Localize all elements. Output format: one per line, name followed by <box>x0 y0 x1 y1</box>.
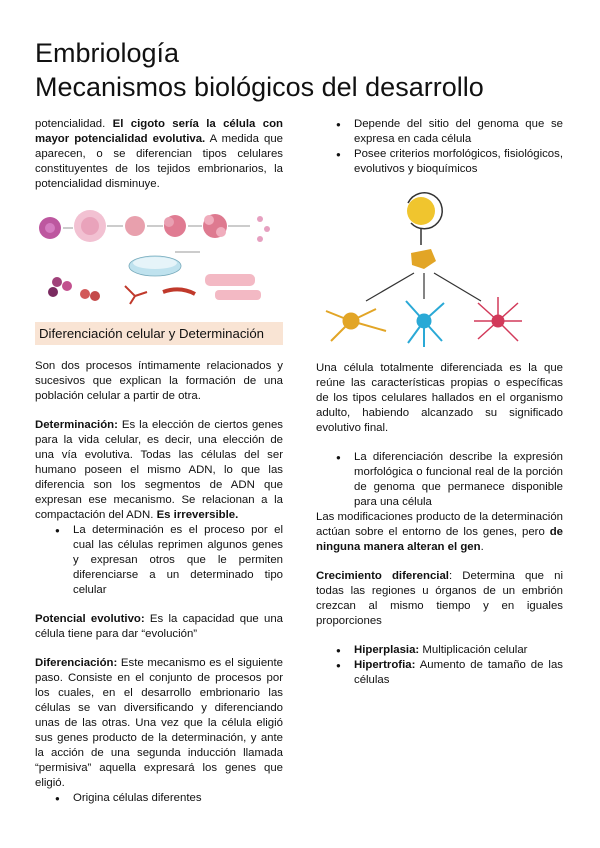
title-line-2: Mecanismos biológicos del desarrollo <box>35 72 484 102</box>
intro-text-a: potencialidad. <box>35 118 113 130</box>
section-heading: Diferenciación celular y Determinación <box>35 322 283 345</box>
list-item: ● Origina células diferentes <box>35 791 283 806</box>
differentiation-diagram <box>35 204 283 312</box>
growth-paragraph <box>316 569 563 629</box>
modifications-text: Las modificaciones producto de la determinación actúan sobre el entorno de los genes, pero <box>316 511 563 538</box>
modifications-end: . <box>480 541 484 553</box>
fully-differentiated-paragraph: Una célula totalmente diferenciada es la que reúne las características propias o específicas de los tipos celulares hallados en el organismo adulto, habiendo alcanzado su significado evolutivo final. <box>316 362 563 434</box>
left-column <box>35 117 283 820</box>
cell-lineage-figure <box>316 181 563 359</box>
potential-label: Potencial evolutivo: <box>35 613 145 625</box>
list-item: ● Posee criterios morfológicos, fisiológicos, evolutivos y bioquímicos <box>316 147 563 177</box>
title-line-1: Embriología <box>35 38 180 68</box>
intro-text-bold: El cigoto sería la célula con mayor potencialidad evolutiva. <box>35 118 283 145</box>
determination-text: Es la elección de ciertos genes para la vida celular, es decir, una elección de una vía evolutiva. Todas las células del ser humano poseen el mismo ADN, lo que las diferencia son los segmentos de ADN que expresan ese mecanismo. Se relacionan a la compactación del ADN. <box>35 419 283 521</box>
list-item: ● Depende del sitio del genoma que se expresa en cada célula <box>316 117 563 147</box>
list-item <box>316 658 563 688</box>
growth-list <box>316 643 563 688</box>
differentiation-paragraph <box>35 656 283 791</box>
cell-lineage-diagram <box>316 181 563 359</box>
hyperplasia-label: Hiperplasia: <box>354 644 420 656</box>
growth-text: : Determina que ni todas las regiones u órganos de un embrión crezcan al mismo tiempo y en iguales proporciones <box>316 570 563 627</box>
determination-label: Determinación: <box>35 419 118 431</box>
expression-list <box>316 450 563 510</box>
differentiation-criteria-list <box>316 117 563 177</box>
determination-bold: Es irreversible. <box>156 509 239 521</box>
list-item: ● La diferenciación describe la expresión morfológica o funcional real de la porción de genoma que permanece disponible para una célula <box>316 450 563 510</box>
hyperplasia-text: Multiplicación celular <box>419 644 528 656</box>
intro-paragraph <box>35 117 283 192</box>
page-title <box>35 36 484 104</box>
intro-text-c: A medida que aparecen, o se diferencian tipos celulares constituyentes de los tejidos embrionarios, la potencialidad disminuye. <box>35 133 283 190</box>
differentiation-list <box>35 791 283 806</box>
differentiation-text: Este mecanismo es el siguiente paso. Consiste en el conjunto de procesos por los cuales, en el desarrollo embrionario las células se van diversificando y diferenciando unas de las otras. Una vez que la célula eligió sus genes producto de la determinación, y ante la acción de una segunda inducción llamada “permisiva” aquella expresará los genes que eligió. <box>35 657 283 789</box>
hypertrophy-text: Aumento de tamaño de las células <box>354 659 563 686</box>
right-column <box>316 117 563 702</box>
differentiation-label: Diferenciación: <box>35 657 118 669</box>
intro-differentiation-paragraph: Son dos procesos íntimamente relacionados y sucesivos que explican la formación de una población celular a partir de otra. <box>35 360 283 402</box>
potential-text: Es la capacidad que una célula tiene para dar “evolución” <box>35 613 283 640</box>
list-item <box>316 643 563 658</box>
growth-label: Crecimiento diferencial <box>316 570 449 582</box>
list-item: ● La determinación es el proceso por el cual las células reprimen algunos genes y expresan otros que le permiten diferenciarse a un determinado tipo celular <box>35 523 283 598</box>
cell-differentiation-figure <box>35 204 283 312</box>
determination-paragraph <box>35 418 283 523</box>
determination-list <box>35 523 283 598</box>
modifications-bold: de ninguna manera alteran el gen <box>316 526 563 553</box>
hypertrophy-label: Hipertrofia: <box>354 659 416 671</box>
potential-paragraph <box>35 612 283 642</box>
modifications-paragraph <box>316 510 563 555</box>
